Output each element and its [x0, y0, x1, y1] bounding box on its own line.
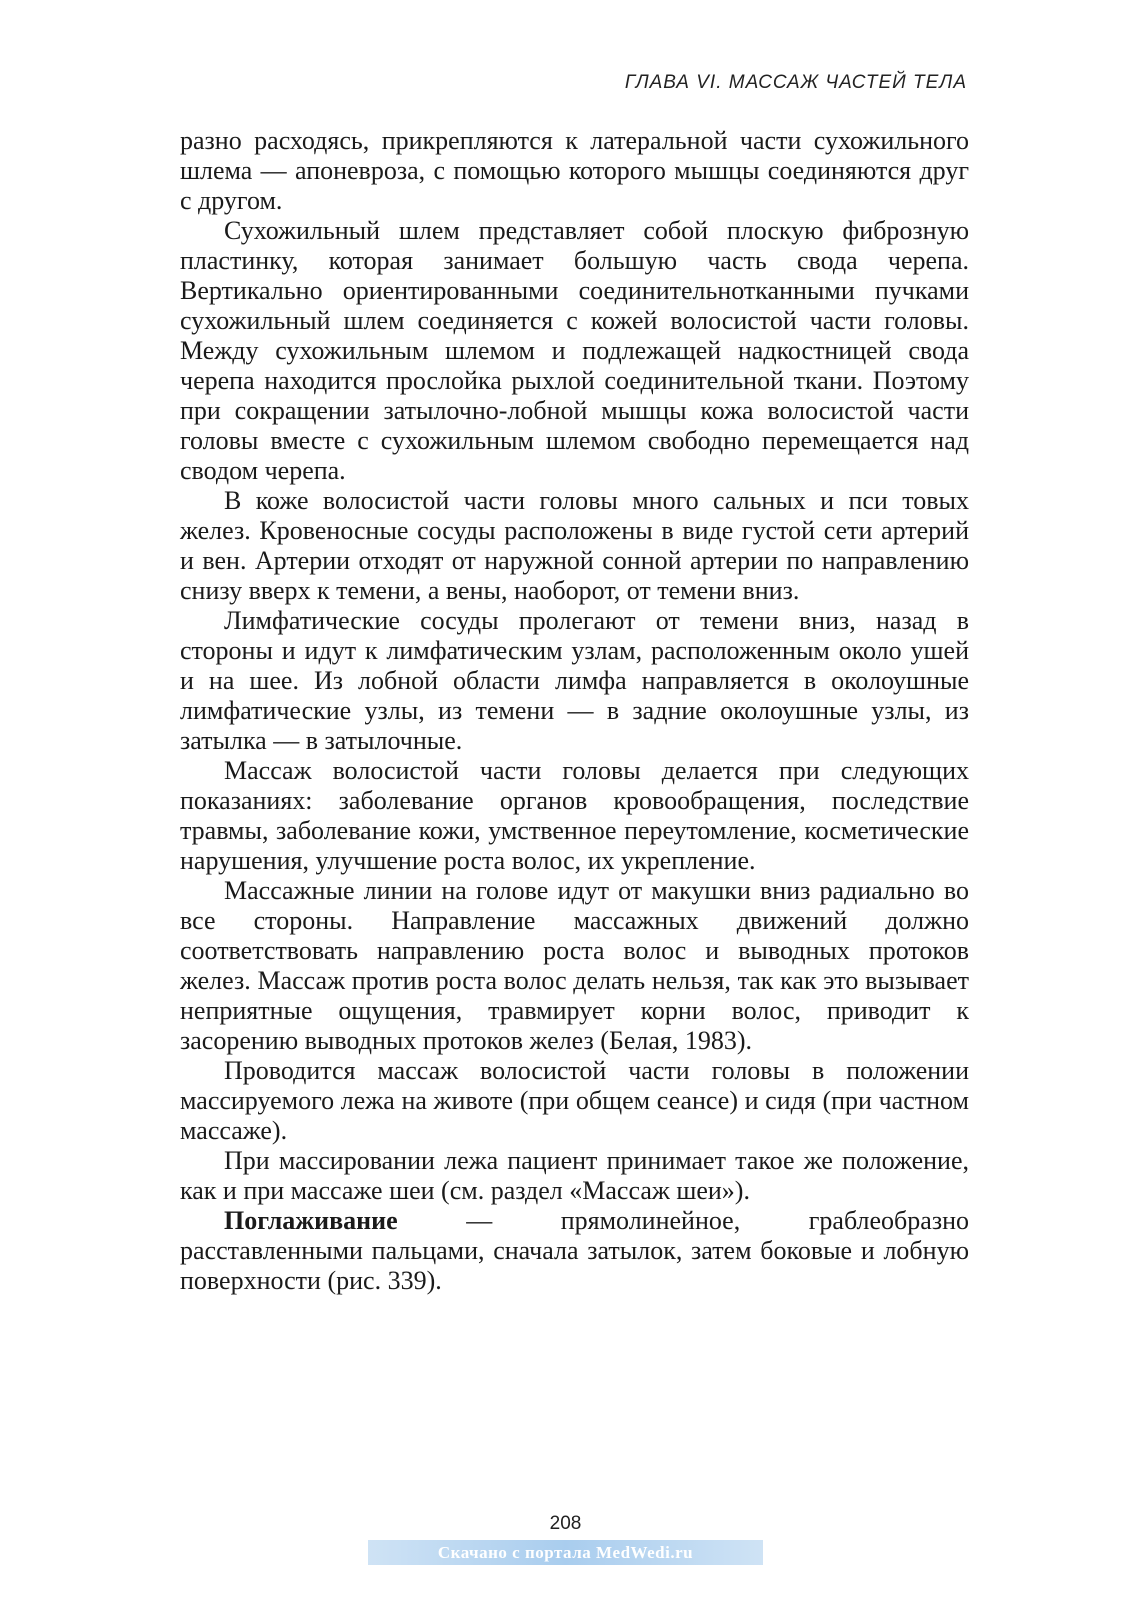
paragraph: В коже волосистой части головы много сальных и пси товых желез. Кровеносные сосуды расположены в виде густой сети артерий и вен. Артерии отходят от наружной сонной артерии по направлению снизу вверх к темени, а вены, наоборот, от темени вниз.	[180, 486, 969, 605]
paragraph: Массаж волосистой части головы делается при следующих показаниях: заболевание органов кровообращения, последствие травмы, заболевание кожи, умственное переутомление, косметические нарушения, улучшение роста волос, их укрепление.	[180, 756, 969, 875]
paragraph-stroking	[180, 1206, 969, 1296]
paragraph: Сухожильный шлем представляет собой плоскую фиброзную пластинку, которая занимает большую часть свода черепа. Вертикально ориентированными соединительнотканными пучками сухожильный шлем соединяется с кожей волосистой части головы. Между сухожильным шлемом и подлежащей надкостницей свода черепа находится прослойка рыхлой соединительной ткани. Поэтому при сокращении затылочно-лобной мышцы кожа волосистой части головы вместе с сухожильным шлемом свободно перемещается над сводом черепа.	[180, 216, 969, 485]
paragraph: При массировании лежа пациент принимает такое же положение, как и при массаже шеи (см. раздел «Массаж шеи»).	[180, 1146, 969, 1205]
paragraph-continued: разно расходясь, прикрепляются к латеральной части сухожильного шлема — апоневроза, с помощью которого мышцы соединяются друг с другом.	[180, 126, 969, 215]
text-body	[180, 126, 969, 1296]
watermark-banner: Скачано с портала MedWedi.ru	[368, 1540, 763, 1565]
page-number: 208	[549, 1513, 582, 1534]
paragraph: Проводится массаж волосистой части головы в положении массируемого лежа на животе (при общем сеансе) и сидя (при частном массаже).	[180, 1056, 969, 1145]
term-definition: — прямолинейное, граблеобразно расставленными пальцами, сначала затылок, затем боковые и лобную поверхности (рис. 339).	[180, 1206, 969, 1295]
paragraph: Лимфатические сосуды пролегают от темени вниз, назад в стороны и идут к лимфатическим узлам, расположенным около ушей и на шее. Из лобной области лимфа направляется в околоушные лимфатические узлы, из темени — в задние околоушные узлы, из затылка — в затылочные.	[180, 606, 969, 755]
running-header: ГЛАВА VI. МАССАЖ ЧАСТЕЙ ТЕЛА	[624, 72, 967, 93]
paragraph: Массажные линии на голове идут от макушки вниз радиально во все стороны. Направление массажных движений должно соответствовать направлению роста волос и выводных протоков желез. Массаж против роста волос делать нельзя, так как это вызывает неприятные ощущения, травмирует корни волос, приводит к засорению выводных протоков желез (Белая, 1983).	[180, 876, 969, 1055]
term-stroking: Поглаживание	[224, 1206, 398, 1235]
